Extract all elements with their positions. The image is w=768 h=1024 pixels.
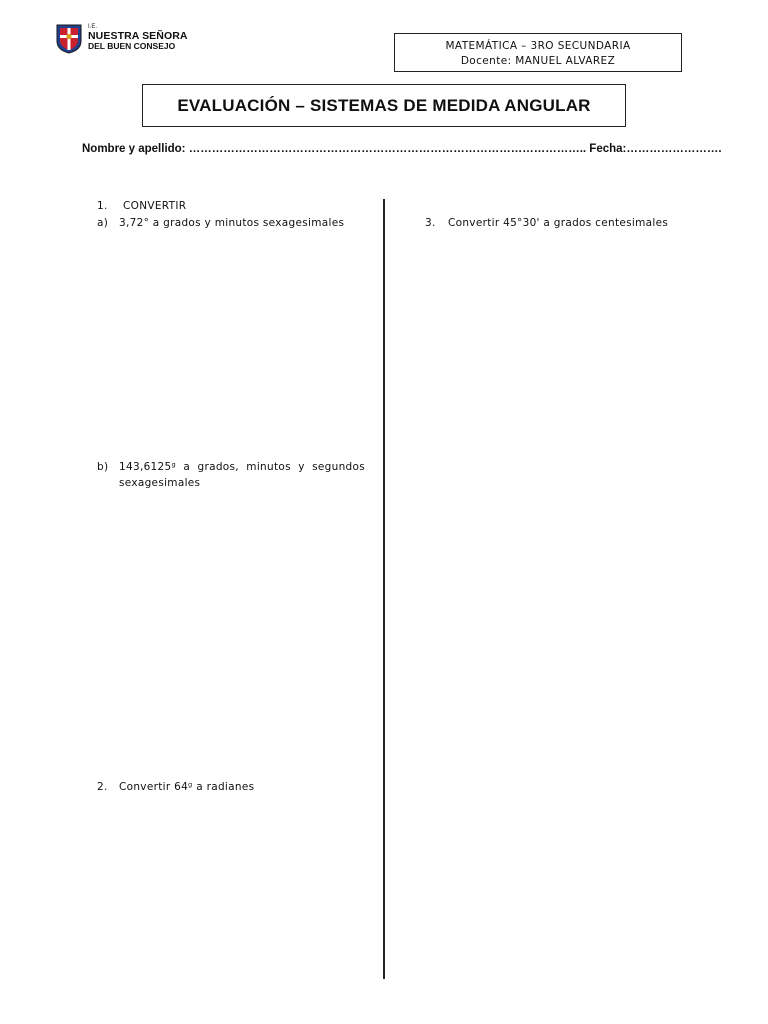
question-number: b) <box>97 461 109 473</box>
exam-title-box <box>142 84 626 127</box>
question-1a <box>97 217 344 229</box>
question-number: 3. <box>425 217 436 229</box>
subject-label: MATEMÁTICA – 3RO SECUNDARIA <box>445 40 631 52</box>
school-logo <box>56 24 188 54</box>
exam-title: EVALUACIÓN – SISTEMAS DE MEDIDA ANGULAR <box>177 95 591 115</box>
logo-line-subname: DEL BUEN CONSEJO <box>88 40 176 51</box>
question-text: Convertir 64ᵍ a radianes <box>119 781 255 793</box>
question-number: a) <box>97 217 109 229</box>
question-2 <box>97 781 254 793</box>
teacher-label: Docente: MANUEL ALVAREZ <box>460 55 616 67</box>
name-date-line: Nombre y apellido: ………………………………………………………………………………………….. Fecha:……………………. <box>82 143 722 155</box>
question-text: 3,72° a grados y minutos sexagesimales <box>119 217 345 229</box>
logo-line-ie: I.E. <box>88 24 98 30</box>
teacher-info-box <box>394 33 682 72</box>
question-1 <box>97 200 186 212</box>
school-shield-icon <box>56 24 82 54</box>
logo-line-name: NUESTRA SEÑORA <box>88 30 188 42</box>
question-text: Convertir 45°30' a grados centesimales <box>448 217 669 229</box>
question-text: CONVERTIR <box>123 200 187 212</box>
question-number: 2. <box>97 781 108 793</box>
question-number: 1. <box>97 200 108 212</box>
column-divider <box>383 199 385 979</box>
question-1b <box>97 459 365 491</box>
question-text: 143,6125ᵍ a grados, minutos y segundos sexagesimales <box>119 461 365 489</box>
question-3 <box>425 217 668 229</box>
